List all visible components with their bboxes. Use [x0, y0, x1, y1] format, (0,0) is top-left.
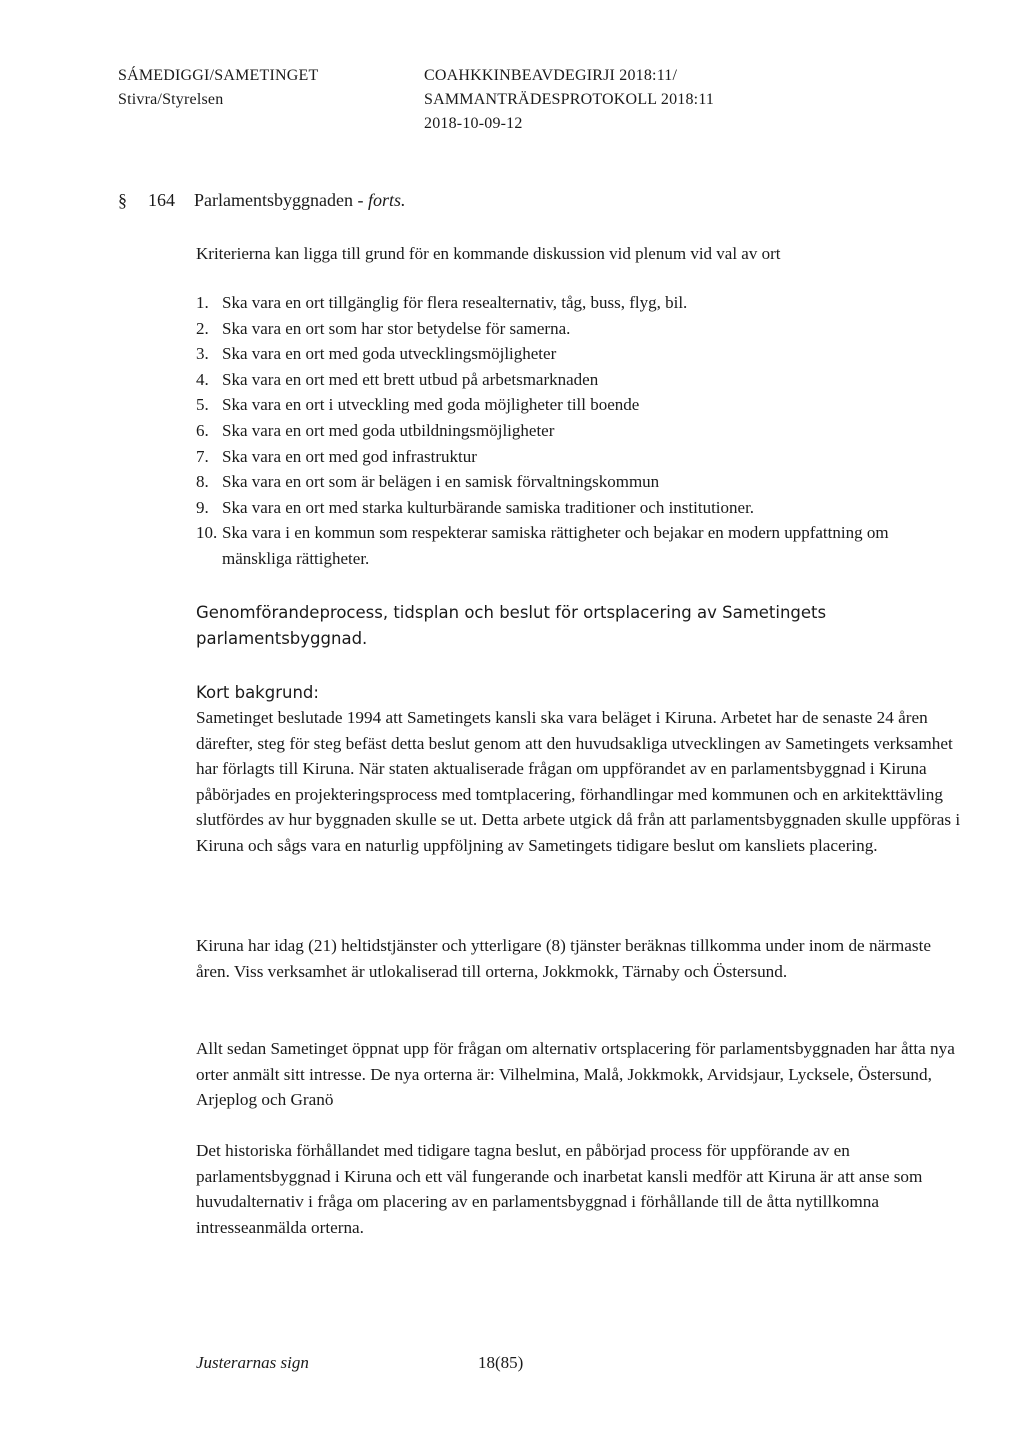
criteria-item: 5. Ska vara en ort i utveckling med goda möjligheter till boende [196, 395, 640, 415]
section-number: 164 [148, 190, 175, 210]
criteria-item: 1. Ska vara en ort tillgänglig för flera resealternativ, tåg, buss, flyg, bil. [196, 293, 688, 312]
footer-signature-label: Justerarnas sign [196, 1353, 309, 1372]
criteria-list [196, 290, 956, 572]
header-date: 2018-10-09-12 [424, 115, 523, 132]
heading-background: Kort bakgrund: [196, 683, 319, 702]
header-protocol-sv: SAMMANTRÄDESPROTOKOLL 2018:11 [424, 91, 715, 108]
criteria-item: 8. Ska vara en ort som är belägen i en samisk förvaltningskommun [196, 472, 660, 492]
paragraph-new-towns: Allt sedan Sametinget öppnat upp för frågan om alternativ ortsplacering för parlamentsbyggnaden har åtta nya orter anmält sitt intresse. De nya orterna är: Vilhelmina, Malå, Jokkmokk, Arvidsjaur, Lycksele, Östersund, Arjeplog och Granö [196, 1039, 955, 1110]
criteria-item: 7. Ska vara en ort med god infrastruktur [196, 446, 477, 466]
criteria-item: 9. Ska vara en ort med starka kulturbärande samiska traditioner och institutioner. [196, 497, 755, 517]
paragraph-staff: Kiruna har idag (21) heltidstjänster och ytterligare (8) tjänster beräknas tillkomma under inom de närmaste åren. Viss verksamhet är utlokaliserad till orterna, Jokkmokk, Tärnaby och Östersund. [196, 936, 932, 981]
heading-process: Genomförandeprocess, tidsplan och beslut för ortsplacering av Sametingets parlamentsbyggnad. [196, 603, 827, 648]
criteria-item: 2. Ska vara en ort som har stor betydelse för samerna. [196, 318, 571, 338]
section-title: Parlamentsbyggnaden - [194, 190, 364, 210]
header-body: Stivra/Styrelsen [118, 91, 224, 108]
paragraph-conclusion: Det historiska förhållandet med tidigare tagna beslut, en påbörjad process för uppförande av en parlamentsbyggnad i Kiruna och ett väl fungerande och inarbetat kansli medför att Kiruna är att anse som huvudalternativ i fråga om placering av en parlamentsbyggnad i förhållande till de åtta nytillkomna intresseanmälda orterna. [196, 1141, 923, 1237]
section-symbol: § [118, 190, 127, 210]
criteria-item: 4. Ska vara en ort med ett brett utbud på arbetsmarknaden [196, 369, 599, 389]
header-org: SÁMEDIGGI/SAMETINGET [118, 67, 319, 84]
criteria-intro: Kriterierna kan ligga till grund för en kommande diskussion vid plenum vid val av ort [196, 244, 781, 263]
section-heading [118, 190, 405, 211]
header-right [424, 64, 714, 136]
section-continued: forts. [367, 190, 406, 210]
paragraph-background: Sametinget beslutade 1994 att Sametingets kansli ska vara beläget i Kiruna. Arbetet har de senaste 24 åren därefter, steg för steg befäst detta beslut genom att den huvudsakliga utvecklingen av Sametingets verksamhet har förlagts till Kiruna. När staten aktualiserade frågan om uppförandet av en parlamentsbyggnad i Kiruna påbörjades en projekteringsprocess med tomtplacering, förhandlingar med kommunen och en arkitekttävling slutfördes av hur byggnaden skulle se ut. Detta arbete utgick då från att parlamentsbyggnaden skulle uppföras i Kiruna och sågs vara en naturlig uppföljning av Sametingets tidigare beslut om kansliets placering. [196, 708, 961, 855]
header-protocol-sami: COAHKKINBEAVDEGIRJI 2018:11/ [424, 67, 678, 84]
criteria-item: 10. Ska vara i en kommun som respekterar samiska rättigheter och bejakar en modern uppfattning om mänskliga rättigheter. [196, 523, 889, 568]
criteria-item: 3. Ska vara en ort med goda utvecklingsmöjligheter [196, 344, 557, 364]
criteria-item: 6. Ska vara en ort med goda utbildningsmöjligheter [196, 420, 555, 440]
footer-page-number: 18(85) [478, 1353, 524, 1372]
header-left [118, 64, 318, 112]
